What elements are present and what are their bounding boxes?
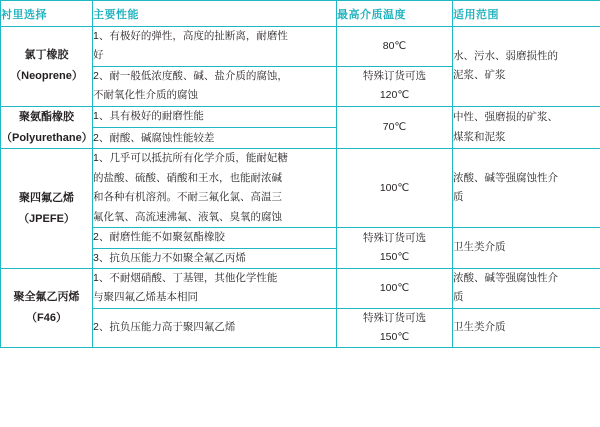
performance-line: 1、不耐烟硝酸、丁基锂，其他化学性能 (93, 272, 278, 284)
temperature-line: 100℃ (379, 181, 410, 194)
scope-line: 浓酸、碱等强腐蚀性介 (453, 171, 558, 184)
performance-line: 1、几乎可以抵抗所有化学介质，能耐妃糖 (93, 152, 288, 165)
material-name-en: （F46） (26, 311, 67, 324)
temperature-line: 150℃ (379, 251, 410, 264)
scope-line: 煤浆和泥浆 (453, 130, 506, 143)
cell-performance (93, 149, 337, 228)
cell-scope (453, 228, 600, 269)
material-name-cn: 聚全氟乙丙烯 (13, 290, 80, 303)
cell-performance (93, 308, 337, 347)
temperature-line: 特殊订货可选 (363, 70, 426, 83)
cell-scope (453, 269, 600, 309)
scope-line: 卫生类介质 (453, 241, 506, 254)
material-name-en: （JPEFE） (18, 212, 75, 225)
table-row (1, 106, 600, 127)
cell-temperature (337, 66, 453, 106)
cell-scope (453, 308, 600, 347)
performance-line: 的盐酸、硫酸、硝酸和王水，也能耐浓碱 (93, 171, 282, 184)
performance-line: 好 (93, 49, 104, 62)
cell-material-ptfe (1, 149, 93, 269)
performance-line: 与聚四氟乙烯基本相同 (93, 291, 198, 304)
temperature-line: 特殊订货可选 (363, 232, 426, 245)
performance-line: 3、抗负压能力不如聚全氟乙丙烯 (93, 251, 246, 264)
scope-line: 质 (453, 291, 464, 304)
table-row (1, 27, 600, 67)
performance-line: 2、耐磨性能不如聚氨酯橡胶 (93, 231, 225, 244)
cell-temperature (337, 106, 453, 149)
cell-material-polyurethane (1, 106, 93, 149)
cell-temperature (337, 149, 453, 228)
material-name-cn: 聚四氟乙烯 (19, 191, 74, 204)
cell-performance (93, 66, 337, 106)
performance-line: 和各种有机溶剂。不耐三氟化氯、高温三 (93, 191, 282, 204)
cell-material-neoprene (1, 27, 93, 107)
scope-line: 卫生类介质 (453, 321, 506, 334)
cell-temperature (337, 27, 453, 67)
column-header-material: 衬里选择 (1, 1, 93, 27)
table-body (1, 27, 600, 348)
performance-line: 1、有极好的弹性，高度的扯断离，耐磨性 (93, 30, 288, 42)
table-header (1, 1, 600, 27)
cell-temperature (337, 308, 453, 347)
cell-material-fep (1, 269, 93, 348)
column-header-scope: 适用范围 (453, 1, 600, 27)
cell-performance (93, 27, 337, 67)
performance-line: 1、具有极好的耐磨性能 (93, 110, 204, 123)
scope-line: 泥浆、矿浆 (453, 69, 506, 82)
cell-scope (453, 27, 600, 107)
material-name-cn: 氯丁橡胶 (24, 49, 69, 62)
scope-line: 水、污水、弱磨损性的 (453, 49, 558, 62)
table-header-row (1, 1, 600, 27)
scope-line: 浓酸、碱等强腐蚀性介 (453, 272, 558, 284)
cell-performance (93, 106, 337, 127)
column-header-performance: 主要性能 (93, 1, 337, 27)
table-row (1, 269, 600, 309)
scope-line: 质 (453, 191, 464, 204)
performance-line: 2、耐酸、碱腐蚀性能较差 (93, 131, 215, 144)
temperature-line: 特殊订货可选 (363, 311, 426, 324)
temperature-line: 150℃ (379, 330, 410, 343)
cell-performance (93, 128, 337, 149)
cell-temperature (337, 228, 453, 269)
column-header-temperature: 最高介质温度 (337, 1, 453, 27)
temperature-line: 100℃ (379, 281, 410, 294)
cell-performance (93, 269, 337, 309)
table-row (1, 149, 600, 228)
temperature-line: 120℃ (379, 89, 410, 102)
performance-line: 2、抗负压能力高于聚四氟乙烯 (93, 321, 236, 334)
cell-performance (93, 248, 337, 268)
material-name-cn: 聚氨酯橡胶 (19, 110, 74, 123)
scope-line: 中性、强磨损的矿浆、 (453, 111, 558, 124)
cell-temperature (337, 269, 453, 309)
material-name-en: （Polyurethane） (1, 131, 93, 144)
temperature-line: 80℃ (382, 39, 407, 52)
cell-scope (453, 149, 600, 228)
material-name-en: （Neoprene） (10, 70, 83, 83)
performance-line: 不耐氧化性介质的腐蚀 (93, 89, 198, 102)
temperature-line: 70℃ (382, 121, 407, 134)
cell-performance (93, 228, 337, 248)
performance-line: 2、耐一般低浓度酸、碱、盐介质的腐蚀， (93, 69, 288, 82)
cell-scope (453, 106, 600, 149)
performance-line: 氟化氧、高流速沸氟、液氧、臭氧的腐蚀 (93, 210, 282, 223)
